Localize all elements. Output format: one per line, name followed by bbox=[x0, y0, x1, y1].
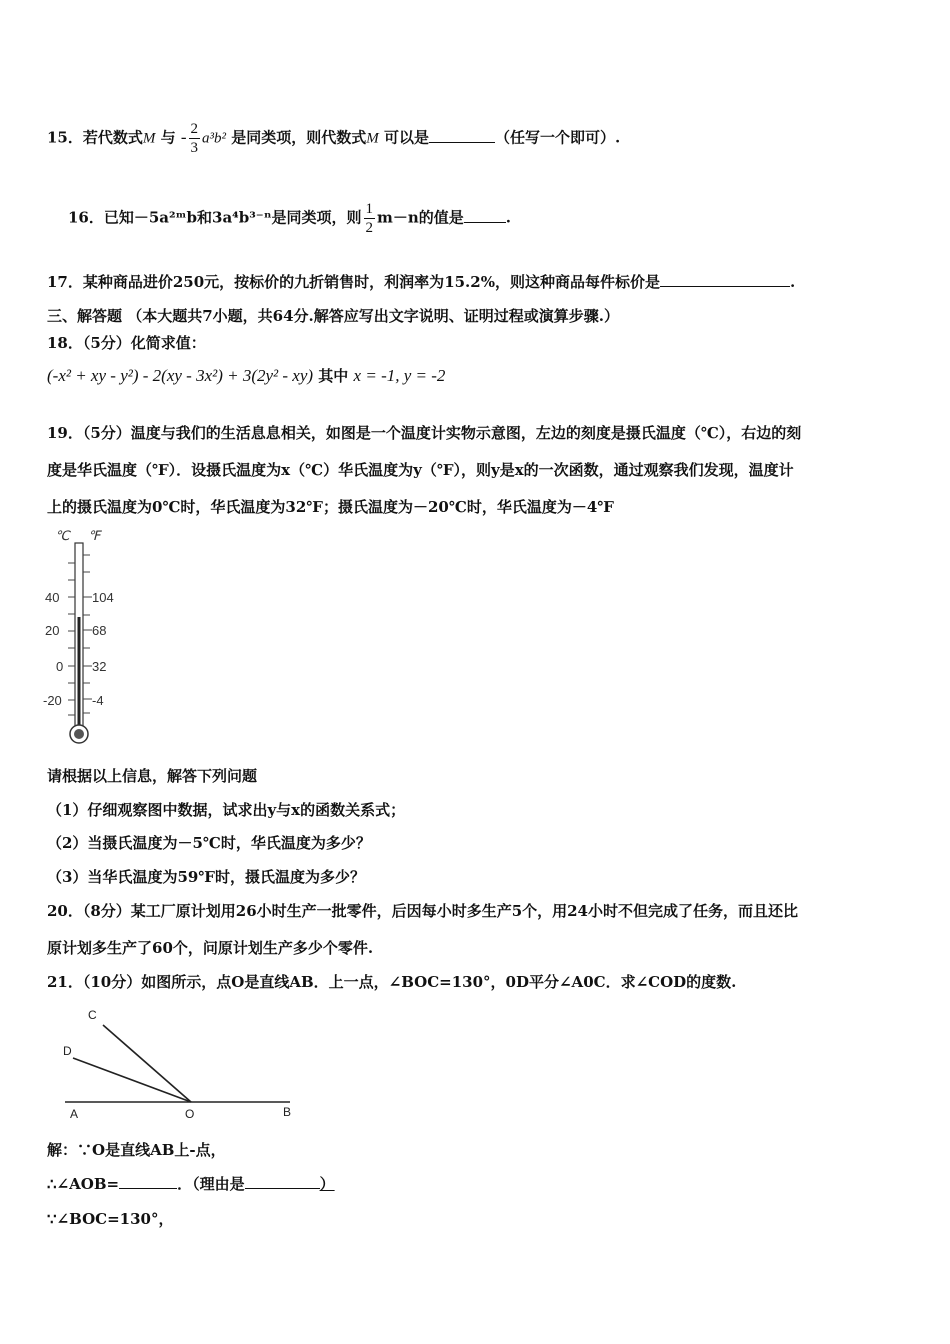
q16-fraction bbox=[364, 200, 376, 237]
q15-answer-blank[interactable] bbox=[429, 128, 495, 143]
label-c: C bbox=[88, 1008, 97, 1022]
thermo-c-label-0: 0 bbox=[56, 659, 64, 674]
q18-where: 其中 bbox=[318, 367, 349, 385]
thermo-f-label-68: 68 bbox=[92, 623, 107, 638]
q19-sub3: （3）当华氏温度为59℉时，摄氏温度为多少？ bbox=[47, 868, 365, 886]
q15-minus: - bbox=[180, 127, 187, 147]
q15-after: 是同类项，则代数式 bbox=[231, 128, 367, 147]
q21-aob-blank[interactable] bbox=[119, 1174, 177, 1189]
thermometer-figure bbox=[40, 525, 140, 750]
q17-text: 17．某种商品进价250元，按标价的九折销售时，利润率为15.2%，则这种商品每件标价是 bbox=[47, 273, 660, 291]
q16-line bbox=[68, 200, 511, 237]
q16-prefix: 16．已知－5a²ᵐb和3a⁴b³⁻ⁿ是同类项，则 bbox=[68, 208, 362, 227]
q19-line1: 19．（5分）温度与我们的生活息息相关，如图是一个温度计实物示意图，左边的刻度是摄氏温度（℃），右边的刻 bbox=[47, 424, 802, 442]
angle-figure bbox=[55, 1005, 305, 1125]
q18-expression: (-x² + xy - y²) - 2(xy - 3x²) + 3(2y² - xy) bbox=[47, 366, 314, 385]
label-d: D bbox=[63, 1044, 72, 1058]
q17-answer-blank[interactable] bbox=[660, 272, 790, 287]
q21-sol-intro: 解：∵O是直线AB上-点， bbox=[47, 1141, 226, 1159]
q21-reason-blank[interactable] bbox=[245, 1174, 320, 1189]
q15-var-m: M bbox=[142, 130, 156, 147]
q15-fraction bbox=[189, 120, 201, 157]
q15-mid: 与 bbox=[160, 128, 176, 147]
thermo-c-label-40: 40 bbox=[45, 590, 60, 605]
q21-sol-boc: ∵∠BOC=130°， bbox=[47, 1210, 174, 1228]
q18-title: 18．（5分）化简求值： bbox=[47, 334, 206, 352]
q15-var-m2: M bbox=[366, 130, 379, 147]
thermo-f-label-minus4: -4 bbox=[92, 693, 104, 708]
q16-suffix: . bbox=[505, 208, 512, 227]
thermometer-bulb-core bbox=[74, 729, 84, 739]
q16-frac-den: 2 bbox=[365, 220, 374, 236]
section-title: 三、解答题 （本大题共7小题，共64分.解答应写出文字说明、证明过程或演算步骤.） bbox=[47, 307, 619, 325]
q17-suffix: . bbox=[789, 273, 796, 291]
q15-line bbox=[47, 120, 620, 157]
thermo-f-label-104: 104 bbox=[92, 590, 114, 605]
q19-line3: 上的摄氏温度为0℃时，华氏温度为32℉；摄氏温度为－20℃时，华氏温度为－4℉ bbox=[47, 498, 614, 516]
thermo-celsius-unit: ℃ bbox=[55, 528, 70, 543]
q15-prefix: 15．若代数式 bbox=[47, 128, 143, 147]
q15-suffix: （任写一个即可）. bbox=[495, 128, 621, 147]
q21-sol-aob-line bbox=[47, 1174, 335, 1194]
q16-answer-blank[interactable] bbox=[464, 208, 506, 223]
label-o: O bbox=[185, 1107, 195, 1121]
q19-sub2: （2）当摄氏温度为－5℃时，华氏温度为多少？ bbox=[47, 834, 371, 852]
label-a: A bbox=[70, 1107, 79, 1121]
label-b: B bbox=[283, 1105, 292, 1119]
q18-expression-line bbox=[47, 366, 445, 386]
thermo-c-label-20: 20 bbox=[45, 623, 60, 638]
q19-sub1: （1）仔细观察图中数据，试求出y与x的函数关系式； bbox=[47, 801, 406, 819]
q21-reason-close: ） bbox=[319, 1175, 335, 1193]
thermo-right-ticks bbox=[83, 555, 92, 713]
thermometer-mercury bbox=[78, 617, 81, 729]
thermo-left-ticks bbox=[68, 563, 75, 715]
q15-frac-den: 3 bbox=[190, 140, 199, 156]
thermo-fahrenheit-unit: ℉ bbox=[88, 528, 101, 543]
q16-expr: m－n的值是 bbox=[377, 208, 464, 227]
thermo-c-label-minus20: -20 bbox=[43, 693, 62, 708]
ray-oc bbox=[103, 1025, 191, 1102]
q15-frac-num: 2 bbox=[190, 121, 199, 137]
q21-reason-open: ．（理由是 bbox=[177, 1175, 245, 1193]
q21-text: 21．（10分）如图所示，点O是直线AB．上一点，∠BOC=130°，0D平分∠A0C．求∠COD的度数. bbox=[47, 973, 737, 991]
q15-term: a³b² bbox=[202, 130, 227, 147]
q17-line bbox=[47, 272, 795, 292]
q20-line1: 20．（8分）某工厂原计划用26小时生产一批零件，后因每小时多生产5个，用24小时不但完成了任务，而且还比 bbox=[47, 902, 799, 920]
q20-line2: 原计划多生产了60个，问原计划生产多少个零件. bbox=[47, 939, 374, 957]
q18-condition: x = -1, y = -2 bbox=[353, 366, 446, 385]
q15-can-be: 可以是 bbox=[384, 128, 430, 147]
q19-line2: 度是华氏温度（℉）．设摄氏温度为x（℃）华氏温度为y（℉），则y是x的一次函数，通过观察我们发现，温度计 bbox=[47, 461, 794, 479]
q19-prompt: 请根据以上信息，解答下列问题 bbox=[47, 767, 258, 785]
thermo-f-label-32: 32 bbox=[92, 659, 107, 674]
ray-od bbox=[73, 1058, 191, 1102]
q16-frac-num: 1 bbox=[365, 201, 374, 217]
q21-sol-aob: ∴∠AOB= bbox=[47, 1175, 120, 1193]
